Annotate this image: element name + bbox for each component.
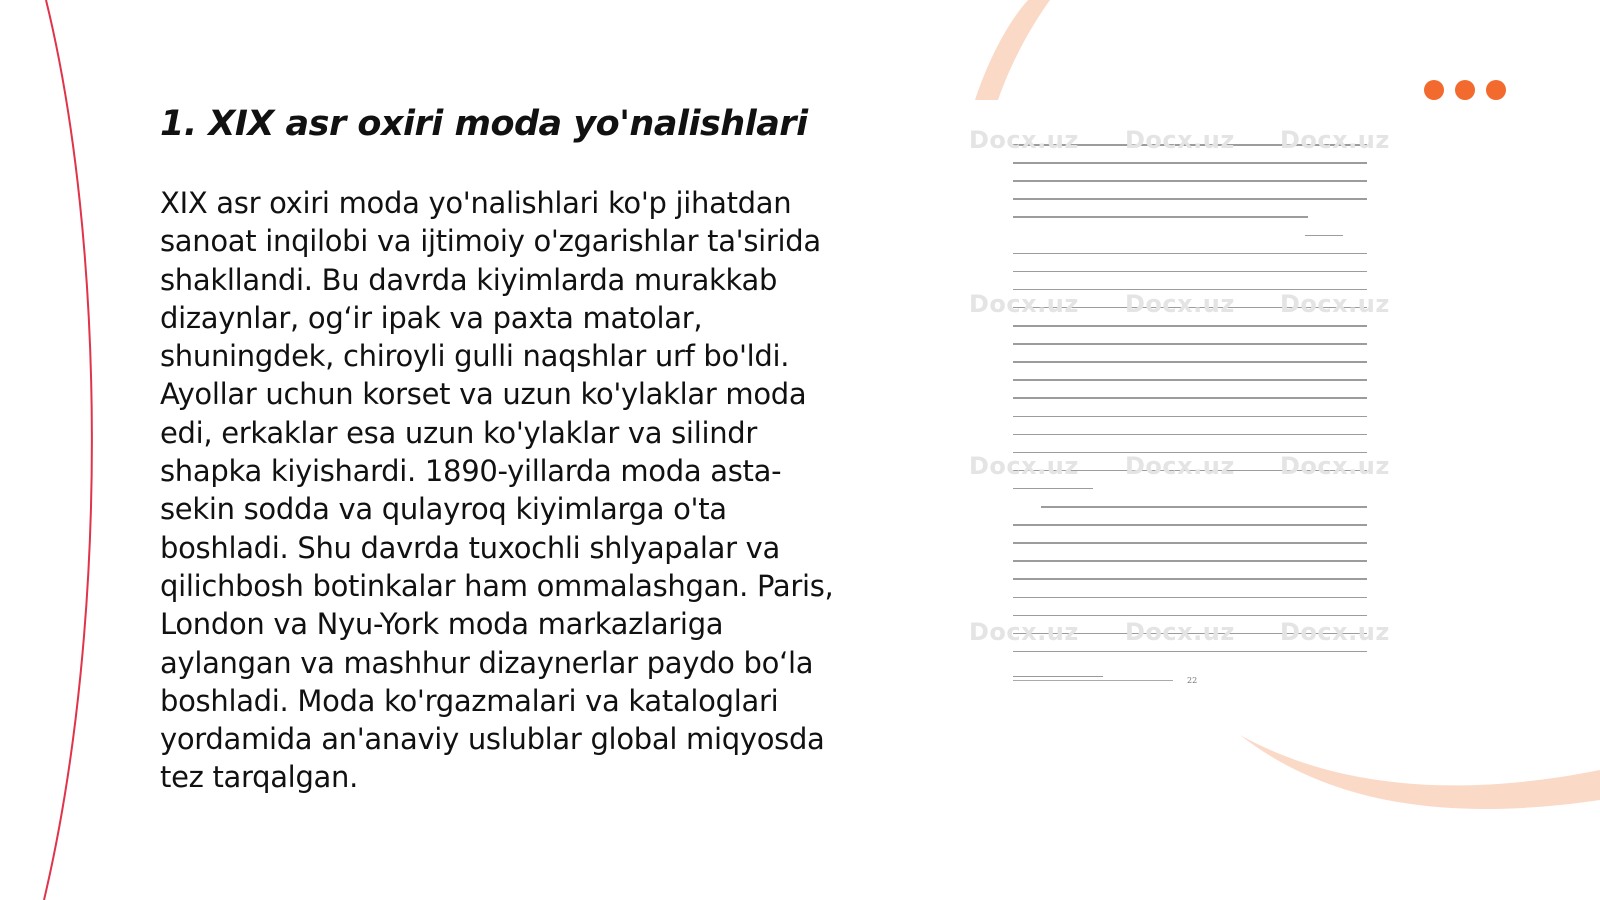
dot-icon xyxy=(1424,80,1444,100)
document-text-line xyxy=(1013,162,1367,164)
dot-icon xyxy=(1455,80,1475,100)
document-text-line xyxy=(1013,343,1367,345)
bottom-right-swoosh xyxy=(1240,735,1600,809)
watermark: Docx.uz xyxy=(1280,452,1390,480)
watermark: Docx.uz xyxy=(969,290,1079,318)
watermark: Docx.uz xyxy=(969,452,1079,480)
watermark: Docx.uz xyxy=(1125,126,1235,154)
document-text-line xyxy=(1013,578,1367,580)
document-text-line xyxy=(1013,597,1367,599)
watermark: Docx.uz xyxy=(1280,290,1390,318)
document-text-line xyxy=(1013,198,1367,200)
watermark: Docx.uz xyxy=(1125,618,1235,646)
watermark: Docx.uz xyxy=(969,126,1079,154)
watermark: Docx.uz xyxy=(1125,452,1235,480)
dot-icon xyxy=(1486,80,1506,100)
watermark: Docx.uz xyxy=(1125,290,1235,318)
document-text-line xyxy=(1305,235,1343,237)
watermark: Docx.uz xyxy=(969,618,1079,646)
watermark: Docx.uz xyxy=(1280,618,1390,646)
slide-title: 1. XIX asr oxiri moda yo'nalishlari xyxy=(160,104,808,144)
menu-dots xyxy=(1424,80,1506,100)
document-text-line xyxy=(1013,416,1367,418)
document-text-line xyxy=(1013,397,1367,399)
document-text-line xyxy=(1013,180,1367,182)
document-text-line xyxy=(1013,253,1367,255)
document-text-line xyxy=(1013,524,1367,526)
watermark: Docx.uz xyxy=(1280,126,1390,154)
document-text-line xyxy=(1013,488,1093,490)
document-text-line xyxy=(1013,325,1367,327)
footnote-text xyxy=(1013,680,1173,681)
document-text-line xyxy=(1013,216,1308,218)
slide-body-text: XIX asr oxiri moda yo'nalishlari ko'p jihatdan sanoat inqilobi va ijtimoiy o'zgarishlar ta'sirida shakllandi. Bu davrda kiyimlarda murakkab dizaynlar, og‘ir ipak va paxta matolar, shuningdek, chiroyli gulli naqshlar urf bo'ldi. Ayollar uchun korset va uzun ko'ylaklar moda edi, erkaklar esa uzun ko'ylaklar va silindr shapka kiyishardi. 1890-yillarda moda asta-sekin sodda va qulayroq kiyimlarga o'ta boshladi. Shu davrda tuxochli shlyapalar va qilichbosh botinkalar ham ommalashgan. Paris, London va Nyu-York moda markazlariga aylangan va mashhur dizaynerlar paydo bo‘la boshladi. Moda ko'rgazmalari va kataloglari yordamida an'anaviy uslublar global miqyosda tez tarqalgan. xyxy=(160,186,834,795)
document-text-line xyxy=(1013,651,1367,653)
footnote-separator xyxy=(1013,676,1103,677)
document-text-line xyxy=(1013,361,1367,363)
document-page-image xyxy=(965,126,1395,710)
document-text-line xyxy=(1013,542,1367,544)
left-curve-line xyxy=(44,0,92,900)
document-text-line xyxy=(1013,615,1367,617)
document-text-line xyxy=(1013,271,1367,273)
document-text-line xyxy=(1013,434,1367,436)
document-text-line xyxy=(1013,560,1367,562)
document-text-line xyxy=(1041,506,1367,508)
top-right-swoosh xyxy=(975,0,1050,100)
document-text-line xyxy=(1013,379,1367,381)
page-number: 22 xyxy=(1187,676,1198,685)
